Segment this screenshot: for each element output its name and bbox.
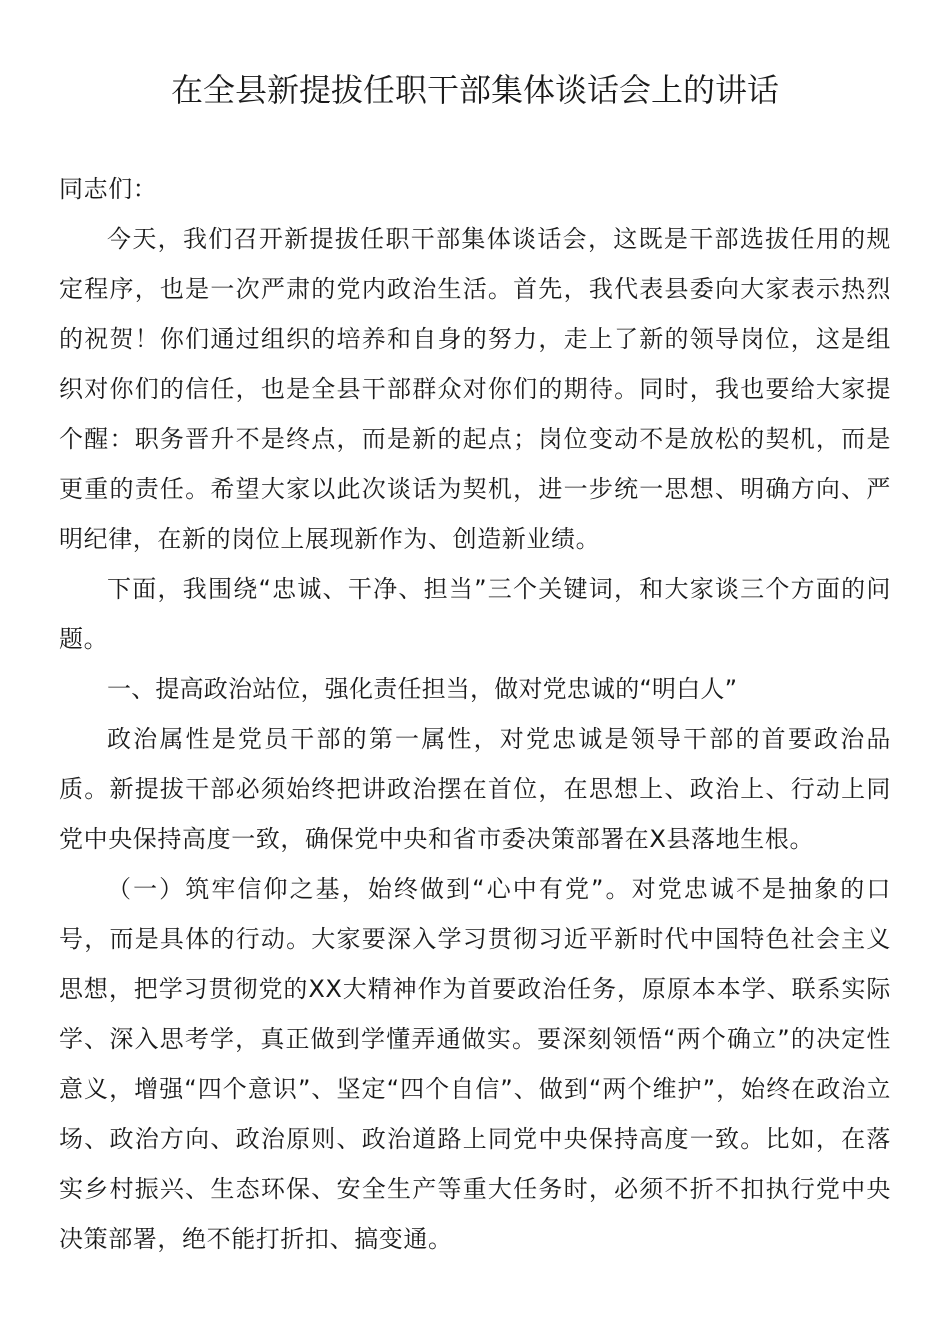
outline-paragraph: 下面，我围绕“忠诚、干净、担当”三个关键词，和大家谈三个方面的问题。 bbox=[59, 575, 891, 653]
document-title: 在全县新提拔任职干部集体谈话会上的讲话 bbox=[170, 71, 779, 109]
section-heading: 一、提高政治站位，强化责任担当，做对党忠诚的“明白人” bbox=[107, 675, 738, 703]
salutation: 同志们： bbox=[59, 175, 158, 203]
document-body bbox=[59, 164, 891, 1264]
section-paragraph: 政治属性是党员干部的第一属性，对党忠诚是领导干部的首要政治品质。新提拔干部必须始终把讲政治摆在首位，在思想上、政治上、行动上同党中央保持高度一致，确保党中央和省市委决策部署在X县落地生根。 bbox=[59, 725, 891, 853]
subsection-paragraph: （一）筑牢信仰之基，始终做到“心中有党”。对党忠诚不是抽象的口号，而是具体的行动。大家要深入学习贯彻习近平新时代中国特色社会主义思想，把学习贯彻党的XX大精神作为首要政治任务，原原本本学、联系实际学、深入思考学，真正做到学懂弄通做实。要深刻领悟“两个确立”的决定性意义，增强“四个意识”、坚定“四个自信”、做到“两个维护”，始终在政治立场、政治方向、政治原则、政治道路上同党中央保持高度一致。比如，在落实乡村振兴、生态环保、安全生产等重大任务时，必须不折不扣执行党中央决策部署，绝不能打折扣、搞变通。 bbox=[59, 875, 891, 1253]
intro-paragraph: 今天，我们召开新提拔任职干部集体谈话会，这既是干部选拔任用的规定程序，也是一次严肃的党内政治生活。首先，我代表县委向大家表示热烈的祝贺！你们通过组织的培养和自身的努力，走上了新的领导岗位，这是组织对你们的信任，也是全县干部群众对你们的期待。同时，我也要给大家提个醒：职务晋升不是终点，而是新的起点；岗位变动不是放松的契机，而是更重的责任。希望大家以此次谈话为契机，进一步统一思想、明确方向、严明纪律，在新的岗位上展现新作为、创造新业绩。 bbox=[59, 225, 891, 553]
